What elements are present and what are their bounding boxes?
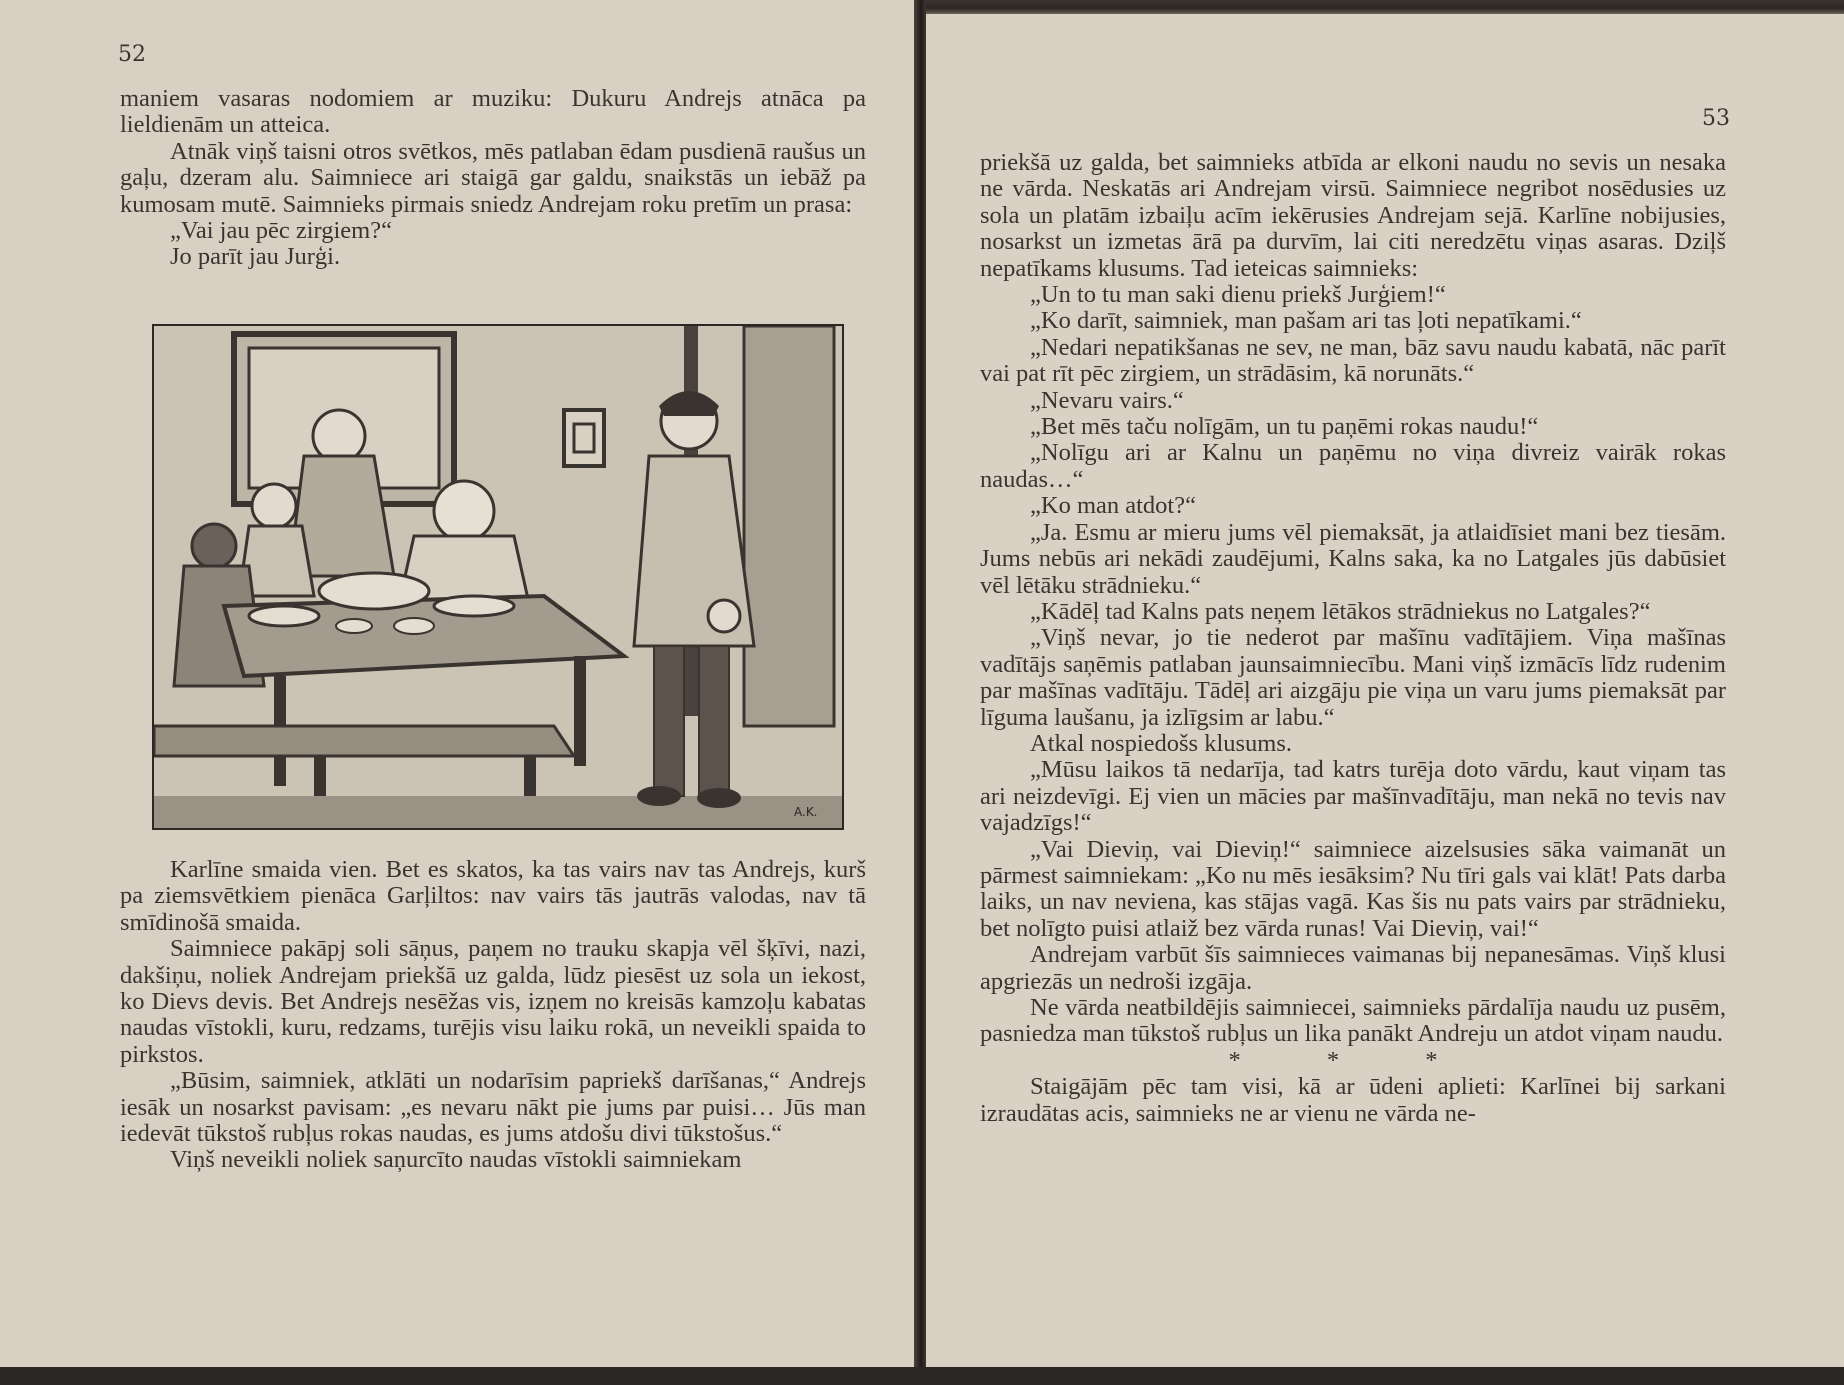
paragraph: „Bet mēs taču nolīgām, un tu paņēmi rokas naudu!“: [1030, 413, 1539, 441]
section-break: * * *: [1228, 1046, 1478, 1074]
paragraph: „Mūsu laikos tā nedarīja, tad katrs turēja doto vārdu, kaut viņam tas ari neizdevīgi. Ej vien un mācies par mašīnvadītāju, man nekā no tevis nav vajadzīgs!“: [980, 756, 1726, 837]
page-number-right: 53: [1702, 106, 1730, 131]
left-top-text: [120, 86, 866, 271]
paragraph: „Nedari nepatikšanas ne sev, ne man, bāz savu naudu kabatā, nāc parīt vai pat rīt pēc zirgiem, un strādāsim, kā norunāts.“: [980, 333, 1726, 388]
paragraph: Ne vārda neatbildējis saimniecei, saimnieks pārdalīja naudu uz pusēm, pasniedza man tūkstoš rubļus un lika panākt Andreju un atdot viņam naudu.: [980, 994, 1726, 1048]
paragraph: priekšā uz galda, bet saimnieks atbīda ar elkoni naudu no sevis un nesaka ne vārda. Neskatās ari Andrejam virsū. Saimniece negribot nosēdusies uz sola un platām izbaiļu acīm iekērusies Andrejam sejā. Karlīne nobijusies, nosarkst un izmetas ārā pa durvīm, lai citi neredzētu viņas asaras. Dziļš nepatīkams klusums. Tad ieteicas saimnieks:: [980, 149, 1726, 282]
illustration: [152, 324, 844, 830]
paragraph: Atnāk viņš taisni otros svētkos, mēs patlaban ēdam pusdienā raušus un gaļu, dzeram alu. Saimniece ari staigā gar galdu, snaikstās un iebāž pa kumosam mutē. Saimnieks pirmais sniedz Andrejam roku pretīm un prasa:: [120, 137, 866, 218]
paragraph: Viņš neveikli noliek saņurcīto naudas vīstokli saimniekam: [170, 1146, 742, 1174]
paragraph: Atkal nospiedošs klusums.: [1030, 729, 1293, 757]
left-page: [0, 0, 916, 1385]
right-page: [926, 0, 1844, 1385]
illustration-drawing: [154, 326, 842, 828]
paragraph: maniem vasaras nodomiem ar muziku: Dukuru Andrejs atnāca pa lieldienām un atteica.: [120, 85, 866, 139]
paragraph: Staigājām pēc tam visi, kā ar ūdeni aplieti: Karlīnei bij sarkani izraudātas acis, saimnieks ne ar vienu ne vārda ne-: [980, 1073, 1726, 1127]
paragraph: „Nolīgu ari ar Kalnu un paņēmu no viņa divreiz vairāk rokas naudas…“: [980, 439, 1726, 493]
paragraph: Andrejam varbūt šīs saimnieces vaimanas bij nepanesāmas. Viņš klusi apgriezās un nedroši izgāja.: [980, 941, 1726, 995]
paragraph: „Ko man atdot?“: [1030, 492, 1196, 520]
paragraph: „Būsim, saimniek, atklāti un nodarīsim papriekš darīšanas,“ Andrejs iesāk un nosarkst pavisam: „es nevaru nākt pie jums par puisi… Jūs man iedevāt tūkstoš rubļus rokas naudas, es jums atdošu divi tūkstošus.“: [120, 1067, 866, 1148]
paragraph: Jo parīt jau Jurģi.: [170, 243, 341, 271]
left-bottom-text: [120, 857, 866, 1174]
paragraph: „Ja. Esmu ar mieru jums vēl piemaksāt, ja atlaidīsiet mani bez tiesām. Jums nebūs ari nekādi zaudējumi, Kalns saka, ka no Latgales jūs dabūsiet vēl lētāku strādnieku.“: [980, 518, 1726, 599]
paragraph: „Viņš nevar, jo tie nederot par mašīnu vadītājiem. Viņa mašīnas vadītājs saņēmis patlaban jaunsaimniecību. Mani viņš izmācīs līdz rudenim par mašīnas vadītāju. Tādēļ ari aizgāju pie viņa un varu jums piemaksāt par līguma laušanu, ja izlīgsim ar labu.“: [980, 624, 1726, 731]
paragraph: „Kādēļ tad Kalns pats neņem lētākos strādniekus no Latgales?“: [1030, 597, 1651, 625]
scan-edge: [0, 1367, 1844, 1385]
paragraph: Saimniece pakāpj soli sāņus, paņem no trauku skapja vēl šķīvi, nazi, dakšiņu, noliek Andrejam priekšā uz galda, lūdz piesēst uz sola un iekost, ko Dievs devis. Bet Andrejs nesēžas vis, izņem no kreisās kamzoļu kabatas naudas vīstokli, kuru, redzams, turējis visu laiku rokā, un neveikli spaida to pirkstos.: [120, 935, 866, 1068]
right-page-text: [980, 150, 1726, 1127]
paragraph: Karlīne smaida vien. Bet es skatos, ka tas vairs nav tas Andrejs, kurš pa ziemsvētkiem pienāca Garļiltos: nav vairs tās jautrās valodas, nav tā smīdinošā smaida.: [120, 856, 866, 936]
page-number-left: 52: [118, 42, 146, 67]
paragraph: „Vai jau pēc zirgiem?“: [170, 217, 392, 245]
paragraph: „Nevaru vairs.“: [1030, 386, 1184, 414]
paragraph: „Ko darīt, saimniek, man pašam ari tas ļoti nepatīkami.“: [1030, 307, 1582, 335]
paragraph: „Un to tu man saki dienu priekš Jurģiem!“: [1030, 281, 1446, 309]
paragraph: „Vai Dieviņ, vai Dieviņ!“ saimniece aizelsusies sāka vaimanāt un pārmest saimniekam: „Ko nu mēs iesāksim? Nu tīri gals vai klāt! Pats darba laiks, un nav neviena, kas stājas vagā. Kas šis nu pats vairs par strādnieku, bet nolīgto puisi atlaiž bez vārda runas! Vai Dieviņ, vai!“: [980, 835, 1726, 942]
illustration-signature: A.K.: [794, 805, 818, 819]
